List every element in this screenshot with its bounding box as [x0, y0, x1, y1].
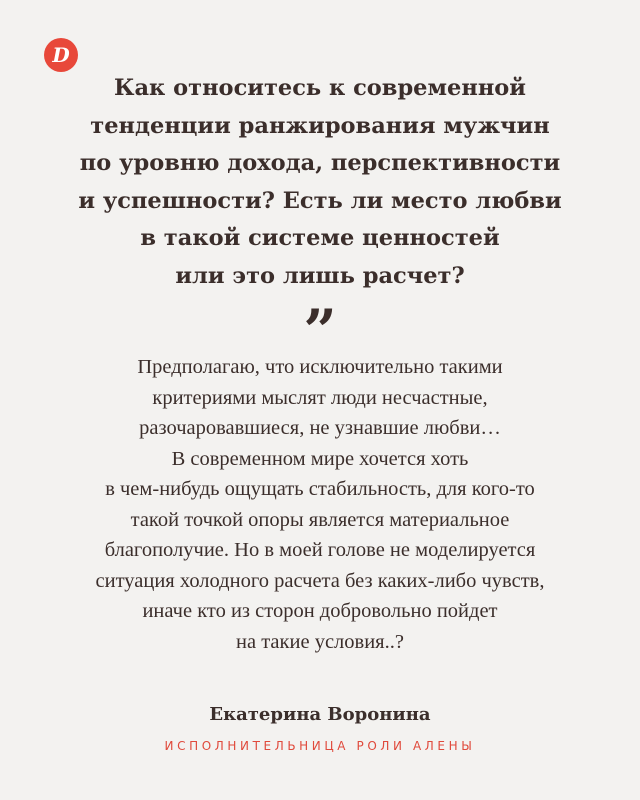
answer-line: на такие условия..?: [236, 630, 404, 653]
author-name: Екатерина Воронина: [209, 704, 431, 725]
question-line: по уровню дохода, перспективности: [79, 150, 561, 176]
answer-line: ситуация холодного расчета без каких-либо чувств,: [95, 569, 545, 592]
answer-line: благополучие. Но в моей голове не моделируется: [104, 539, 536, 561]
answer-line: такой точкой опоры является материальное: [130, 508, 510, 531]
question-line: в такой системе ценностей: [140, 225, 500, 251]
answer-line: иначе кто из сторон добровольно пойдет: [142, 600, 498, 622]
author-role: ИСПОЛНИТЕЛЬНИЦА РОЛИ АЛЕНЫ: [164, 739, 476, 753]
answer-line: критериями мыслят люди несчастные,: [152, 386, 488, 409]
question-line: тенденции ранжирования мужчин: [90, 112, 550, 139]
question-line: и успешности? Есть ли место любви: [78, 187, 562, 214]
answer-line: в чем-нибудь ощущать стабильность, для кого-то: [105, 478, 535, 500]
question-line: или это лишь расчет?: [175, 262, 465, 289]
interview-question: [0, 70, 640, 295]
answer-line: В современном мире хочется хоть: [171, 447, 469, 470]
question-line: Как относитесь к современной: [114, 75, 526, 101]
answer-line: Предполагаю, что исключительно такими: [137, 356, 503, 378]
logo-letter: D: [52, 43, 70, 67]
answer-line: разочаровавшиеся, не узнавшие любви…: [139, 417, 501, 439]
brand-logo: [44, 38, 78, 72]
interview-answer: [0, 352, 640, 657]
quote-mark-icon: ”: [303, 297, 337, 365]
